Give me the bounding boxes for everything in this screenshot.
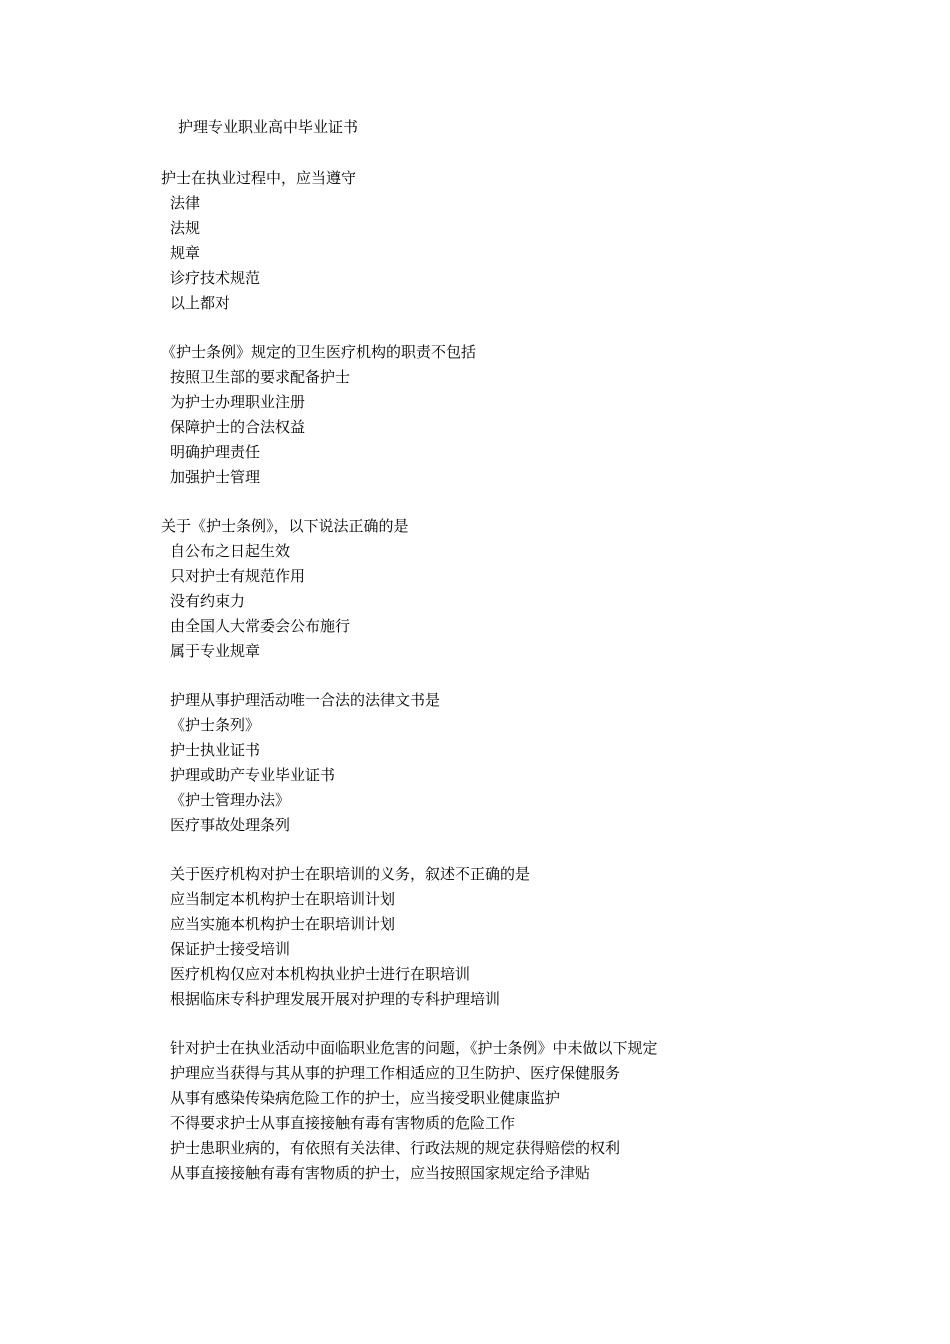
question-option: 不得要求护士从事直接接触有毒有害物质的危险工作 <box>170 1114 516 1132</box>
question-stem: 关于《护士条例》，以下说法正确的是 <box>161 517 409 535</box>
question-option: 护士执业证书 <box>170 741 261 759</box>
document-title: 护理专业职业高中毕业证书 <box>178 118 359 136</box>
question-option: 护士患职业病的，有依照有关法律、行政法规的规定获得赔偿的权利 <box>170 1139 621 1157</box>
question-option: 规章 <box>170 244 201 262</box>
question-option: 为护士办理职业注册 <box>170 393 306 411</box>
question-stem: 针对护士在执业活动中面临职业危害的问题，《护士条例》中未做以下规定 <box>170 1039 658 1057</box>
question-stem: 护士在执业过程中，应当遵守 <box>161 169 357 187</box>
question-option: 保证护士接受培训 <box>170 940 291 958</box>
question-option: 加强护士管理 <box>170 468 261 486</box>
question-option: 以上都对 <box>170 294 231 312</box>
question-block-2 <box>0 340 950 490</box>
question-option: 从事有感染传染病危险工作的护士，应当接受职业健康监护 <box>170 1089 561 1107</box>
question-option: 应当制定本机构护士在职培训计划 <box>170 890 396 908</box>
question-option: 按照卫生部的要求配备护士 <box>170 368 351 386</box>
question-option: 《护士管理办法》 <box>170 791 291 809</box>
question-option: 护理应当获得与其从事的护理工作相适应的卫生防护、医疗保健服务 <box>170 1064 621 1082</box>
question-option: 法规 <box>170 219 201 237</box>
question-stem: 《护士条例》规定的卫生医疗机构的职责不包括 <box>161 343 477 361</box>
question-option: 明确护理责任 <box>170 443 261 461</box>
question-block-6 <box>0 1036 950 1186</box>
question-option: 医疗事故处理条列 <box>170 816 291 834</box>
question-block-3 <box>0 514 950 664</box>
question-block-1 <box>0 166 950 316</box>
question-stem: 护理从事护理活动唯一合法的法律文书是 <box>170 691 441 709</box>
question-option: 诊疗技术规范 <box>170 269 261 287</box>
question-stem: 关于医疗机构对护士在职培训的义务，叙述不正确的是 <box>170 865 531 883</box>
question-option: 自公布之日起生效 <box>170 542 291 560</box>
question-option: 应当实施本机构护士在职培训计划 <box>170 915 396 933</box>
question-block-4 <box>0 688 950 838</box>
question-option: 根据临床专科护理发展开展对护理的专科护理培训 <box>170 990 501 1008</box>
question-option: 保障护士的合法权益 <box>170 418 306 436</box>
question-option: 没有约束力 <box>170 592 246 610</box>
question-option: 法律 <box>170 194 201 212</box>
question-option: 护理或助产专业毕业证书 <box>170 766 336 784</box>
question-option: 《护士条列》 <box>170 716 261 734</box>
question-option: 属于专业规章 <box>170 642 261 660</box>
question-option: 只对护士有规范作用 <box>170 567 306 585</box>
question-option: 由全国人大常委会公布施行 <box>170 617 351 635</box>
question-option: 医疗机构仅应对本机构执业护士进行在职培训 <box>170 965 471 983</box>
question-block-5 <box>0 862 950 1012</box>
question-option: 从事直接接触有毒有害物质的护士，应当按照国家规定给予津贴 <box>170 1164 591 1182</box>
